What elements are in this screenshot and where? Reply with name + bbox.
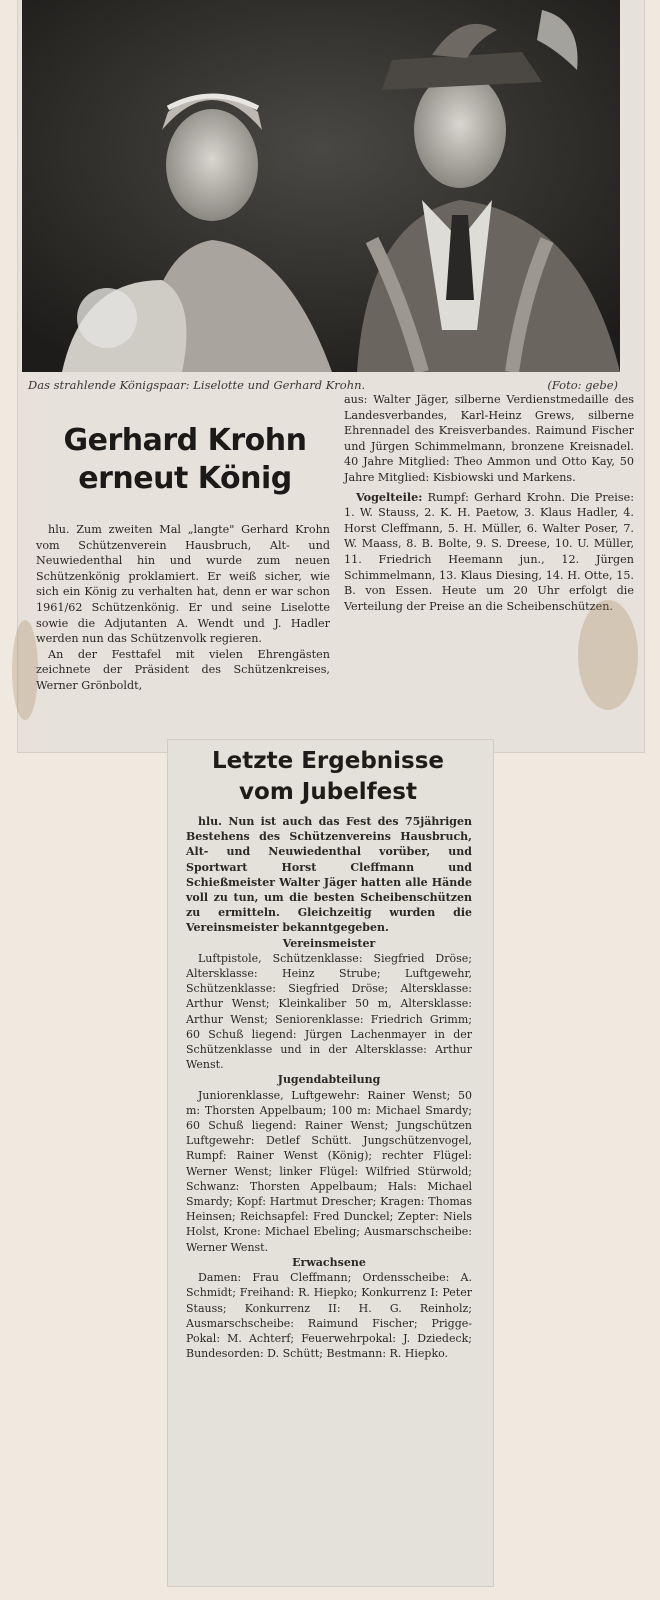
vogelteile-paragraph	[344, 490, 634, 615]
paper-stain	[12, 620, 38, 720]
article-headline	[40, 422, 330, 498]
vogelteile-label: Vogelteile:	[356, 489, 423, 504]
article-column-right	[344, 392, 634, 614]
royal-couple-photo	[22, 0, 620, 372]
subhead-erwachsene: Erwachsene	[292, 1255, 366, 1269]
photo-image	[22, 0, 620, 372]
clipping-bottom	[168, 740, 493, 1586]
article-paragraph: Luftpistole, Schützenklasse: Siegfried Dröse; Altersklasse: Heinz Strube; Luftgewehr, Schützenklasse: Siegfried Dröse; Altersklasse: Arthur Wenst; Kleinkaliber 50 m, Altersklasse: Arthur Wenst; Seniorenklasse: Friedrich Grimm; 60 Schuß liegend: Jürgen Lachenmayer in der Schützenklasse und in der Altersklasse: Arthur Wenst.	[186, 951, 472, 1072]
subhead-vereinsmeister: Vereinsmeister	[282, 936, 376, 950]
article-paragraph: An der Festtafel mit vielen Ehrengästen zeichnete der Präsident des Schützenkreises, Werner Grönboldt,	[36, 647, 330, 692]
headline-line-1: Letzte Ergebnisse	[211, 748, 445, 774]
article-column-left	[36, 522, 330, 694]
caption-text: Das strahlende Königspaar: Liselotte und Gerhard Krohn.	[28, 378, 366, 392]
article-paragraph: hlu. Zum zweiten Mal „langte" Gerhard Krohn vom Schützenverein Hausbruch, Alt- und Neuwiedenthal hin und wurde zum neuen Schützenkönig proklamiert. Er weiß sicher, wie sich ein König zu verhalten hat, denn er war schon 1961/62 Schützenkönig. Er und seine Liselotte sowie die Adjutanten A. Wendt und J. Hadler werden nun das Schützenvolk regieren.	[36, 523, 330, 646]
subhead-jugendabteilung: Jugendabteilung	[277, 1073, 381, 1087]
article-paragraph: aus: Walter Jäger, silberne Verdienstmedaille des Landesverbandes, Karl-Heinz Grews, silberne Ehrennadel des Kreisverbandes. Raimund Fischer und Jürgen Schimmelmann, bronzene Kreisnadel. 40 Jahre Mitglied: Theo Ammon und Otto Kay, 50 Jahre Mitglied: Kisbiowski und Markens.	[344, 393, 634, 484]
article-intro	[186, 814, 472, 936]
headline-line-2: erneut König	[78, 461, 292, 496]
clipping-top	[18, 0, 644, 752]
intro-text: hlu. Nun ist auch das Fest des 75jährigen Bestehens des Schützenvereins Hausbruch, Alt- und Neuwiedenthal vorüber, und Sportwart Horst Cleffmann und Schießmeister Walter Jäger hatten alle Hände voll zu tun, um die besten Scheibenschützen zu ermitteln. Gleichzeitig wurden die Vereinsmeister bekanntgegeben.	[186, 815, 472, 935]
headline-line-2: vom Jubelfest	[239, 779, 417, 805]
article-headline	[168, 746, 488, 808]
vogelteile-text: Rumpf: Gerhard Krohn. Die Preise: 1. W. Stauss, 2. K. H. Paetow, 3. Klaus Hadler, 4. Horst Cleffmann, 5. H. Müller, 6. Walter Poser, 7. W. Maass, 8. B. Bolte, 9. S. Dreese, 10. U. Müller, 11. Friedrich Heemann jun., 12. Jürgen Schimmelmann, 13. Klaus Diesing, 14. H. Otte, 15. B. von Essen. Heute um 20 Uhr erfolgt die Verteilung der Preise an die Scheibenschützen.	[344, 490, 635, 613]
article-paragraph: Juniorenklasse, Luftgewehr: Rainer Wenst; 50 m: Thorsten Appelbaum; 100 m: Michael Smardy; 60 Schuß liegend: Rainer Wenst; Jungschützen Luftgewehr: Detlef Schütt. Jungschützenvogel, Rumpf: Rainer Wenst (König); rechter Flügel: Werner Wenst; linker Flügel: Wilfried Stürwold; Schwanz: Thorsten Appelbaum; Hals: Michael Smardy; Kopf: Hartmut Drescher; Kragen: Thomas Heinsen; Reichsapfel: Fred Dunckel; Zepter: Niels Holst, Krone: Michael Ebeling; Ausmarschscheibe: Werner Wenst.	[186, 1088, 472, 1254]
article-column	[186, 814, 472, 1361]
headline-line-1: Gerhard Krohn	[63, 423, 307, 458]
article-paragraph: Damen: Frau Cleffmann; Ordensscheibe: A. Schmidt; Freihand: R. Hiepko; Konkurrenz I: Peter Stauss; Konkurrenz II: H. G. Reinholz; Ausmarschscheibe: Raimund Fischer; Prigge-Pokal: M. Achterf; Feuerwehrpokal: J. Dziedeck; Bundesorden: D. Schütt; Bestmann: R. Hiepko.	[186, 1271, 472, 1361]
paper-stain	[578, 600, 638, 710]
photo-credit: (Foto: gebe)	[547, 378, 618, 392]
